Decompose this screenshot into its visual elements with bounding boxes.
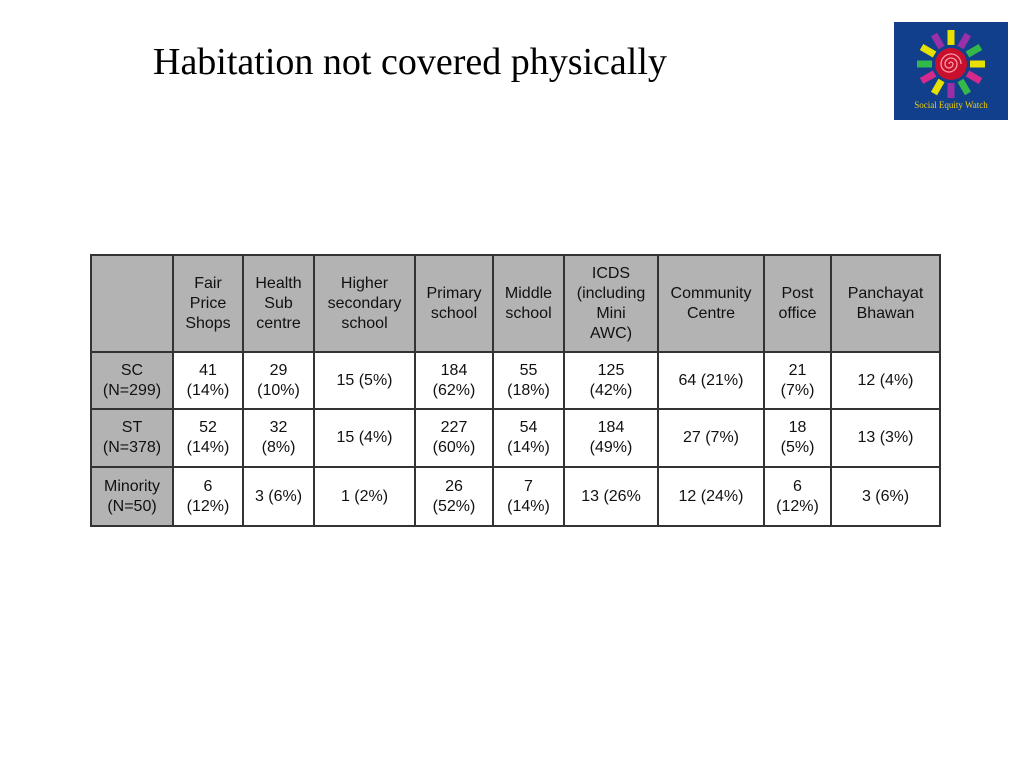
column-header: ICDS (including Mini AWC) [564, 255, 658, 352]
table-cell: 6 (12%) [173, 467, 243, 526]
table-cell: 55 (18%) [493, 352, 564, 409]
table-cell: 41 (14%) [173, 352, 243, 409]
table-cell: 3 (6%) [831, 467, 940, 526]
column-header: Health Sub centre [243, 255, 314, 352]
table-cell: 7 (14%) [493, 467, 564, 526]
table-cell: 64 (21%) [658, 352, 764, 409]
table-cell: 32 (8%) [243, 409, 314, 467]
table-cell: 26 (52%) [415, 467, 493, 526]
table-cell: 54 (14%) [493, 409, 564, 467]
table-cell: 227 (60%) [415, 409, 493, 467]
table-cell: 52 (14%) [173, 409, 243, 467]
corner-cell [91, 255, 173, 352]
column-header: Post office [764, 255, 831, 352]
table-cell: 15 (5%) [314, 352, 415, 409]
table-cell: 1 (2%) [314, 467, 415, 526]
table-cell: 27 (7%) [658, 409, 764, 467]
logo-text: Social Equity Watch [914, 100, 988, 110]
table-cell: 29 (10%) [243, 352, 314, 409]
column-header: Higher secondary school [314, 255, 415, 352]
slide-title: Habitation not covered physically [153, 41, 667, 83]
table-row [91, 467, 940, 526]
table-cell: 184 (49%) [564, 409, 658, 467]
table-cell: 18 (5%) [764, 409, 831, 467]
table-cell: 6 (12%) [764, 467, 831, 526]
table-cell: 3 (6%) [243, 467, 314, 526]
habitation-table [90, 254, 941, 527]
table-cell: 125 (42%) [564, 352, 658, 409]
social-equity-watch-logo [894, 22, 1008, 120]
table-cell: 21 (7%) [764, 352, 831, 409]
table-row [91, 352, 940, 409]
column-header: Middle school [493, 255, 564, 352]
column-header: Primary school [415, 255, 493, 352]
table-cell: 12 (4%) [831, 352, 940, 409]
table-cell: 13 (3%) [831, 409, 940, 467]
row-header: SC (N=299) [91, 352, 173, 409]
row-header: ST (N=378) [91, 409, 173, 467]
table-header-row [91, 255, 940, 352]
column-header: Panchayat Bhawan [831, 255, 940, 352]
table-cell: 13 (26% [564, 467, 658, 526]
table-cell: 15 (4%) [314, 409, 415, 467]
column-header: Fair Price Shops [173, 255, 243, 352]
row-header: Minority (N=50) [91, 467, 173, 526]
table-row [91, 409, 940, 467]
table-cell: 184 (62%) [415, 352, 493, 409]
column-header: Community Centre [658, 255, 764, 352]
table-cell: 12 (24%) [658, 467, 764, 526]
sunburst-spiral-icon [894, 22, 1008, 102]
